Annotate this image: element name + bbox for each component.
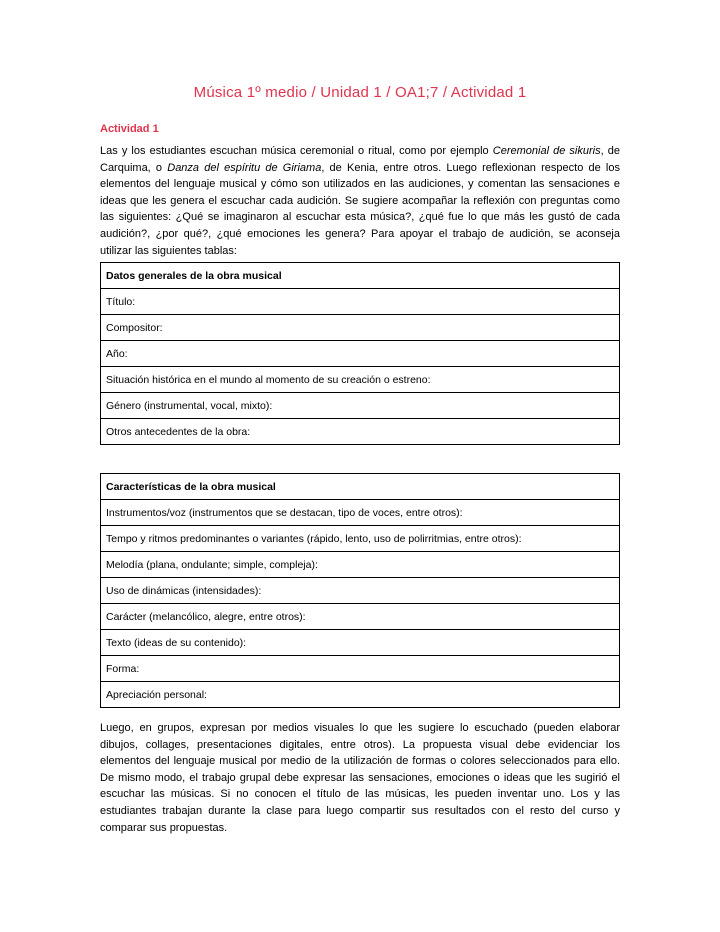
work-title-ceremonial: Ceremonial de sikuris	[492, 145, 601, 157]
intro-text-3: , de Kenia, entre otros. Luego reflexionan respecto de los elementos del lenguaje musical y cómo son utilizados en las audiciones, y comentan las sensaciones e ideas que les genera el escuchar cada audición. Se sugiere acompañar la reflexión con preguntas como las siguientes: ¿Qué se imaginaron al escuchar esta música?, ¿qué fue lo que más les gustó de cada audición?, ¿por qué?, ¿qué emociones les genera? Para apoyar el trabajo de audición, se aconseja utilizar las siguientes tablas:	[100, 161, 620, 257]
general-data-table-header: Datos generales de la obra musical	[101, 263, 620, 289]
field-historical-situation: Situación histórica en el mundo al momento de su creación o estreno:	[101, 367, 620, 393]
field-tempo-rhythm: Tempo y ritmos predominantes o variantes (rápido, lento, uso de polirritmias, entre otros):	[101, 526, 620, 552]
field-other-background: Otros antecedentes de la obra:	[101, 419, 620, 445]
intro-paragraph	[100, 143, 620, 259]
field-title: Título:	[101, 289, 620, 315]
field-dynamics: Uso de dinámicas (intensidades):	[101, 578, 620, 604]
general-data-table	[100, 262, 620, 445]
characteristics-table	[100, 473, 620, 708]
field-melody: Melodía (plana, ondulante; simple, compleja):	[101, 552, 620, 578]
field-personal-appreciation: Apreciación personal:	[101, 682, 620, 708]
field-instruments: Instrumentos/voz (instrumentos que se destacan, tipo de voces, entre otros):	[101, 500, 620, 526]
field-composer: Compositor:	[101, 315, 620, 341]
work-title-danza: Danza del espíritu de Giriama	[167, 161, 322, 174]
activity-heading: Actividad 1	[100, 123, 159, 135]
field-genre: Género (instrumental, vocal, mixto):	[101, 393, 620, 419]
field-character: Carácter (melancólico, alegre, entre otros):	[101, 604, 620, 630]
field-form: Forma:	[101, 656, 620, 682]
page-title: Música 1º medio / Unidad 1 / OA1;7 / Actividad 1	[193, 84, 527, 101]
field-year: Año:	[101, 341, 620, 367]
closing-paragraph: Luego, en grupos, expresan por medios visuales lo que les sugiere lo escuchado (pueden elaborar dibujos, collages, presentaciones digitales, entre otros). La propuesta visual debe evidenciar los elementos del lenguaje musical por medio de la utilización de formas o colores seleccionados para ello. De mismo modo, el trabajo grupal debe expresar las sensaciones, emociones o ideas que les sugirió el escuchar las músicas. Si no conocen el título de las músicas, les pueden inventar uno. Los y las estudiantes trabajan durante la clase para luego compartir sus resultados con el resto del curso y comparar sus propuestas.	[100, 722, 620, 834]
intro-text-2: , de Carquima, o	[100, 145, 620, 174]
field-text: Texto (ideas de su contenido):	[101, 630, 620, 656]
intro-text-1: Las y los estudiantes escuchan música ceremonial o ritual, como por ejemplo	[100, 145, 493, 157]
characteristics-table-header: Características de la obra musical	[101, 474, 620, 500]
